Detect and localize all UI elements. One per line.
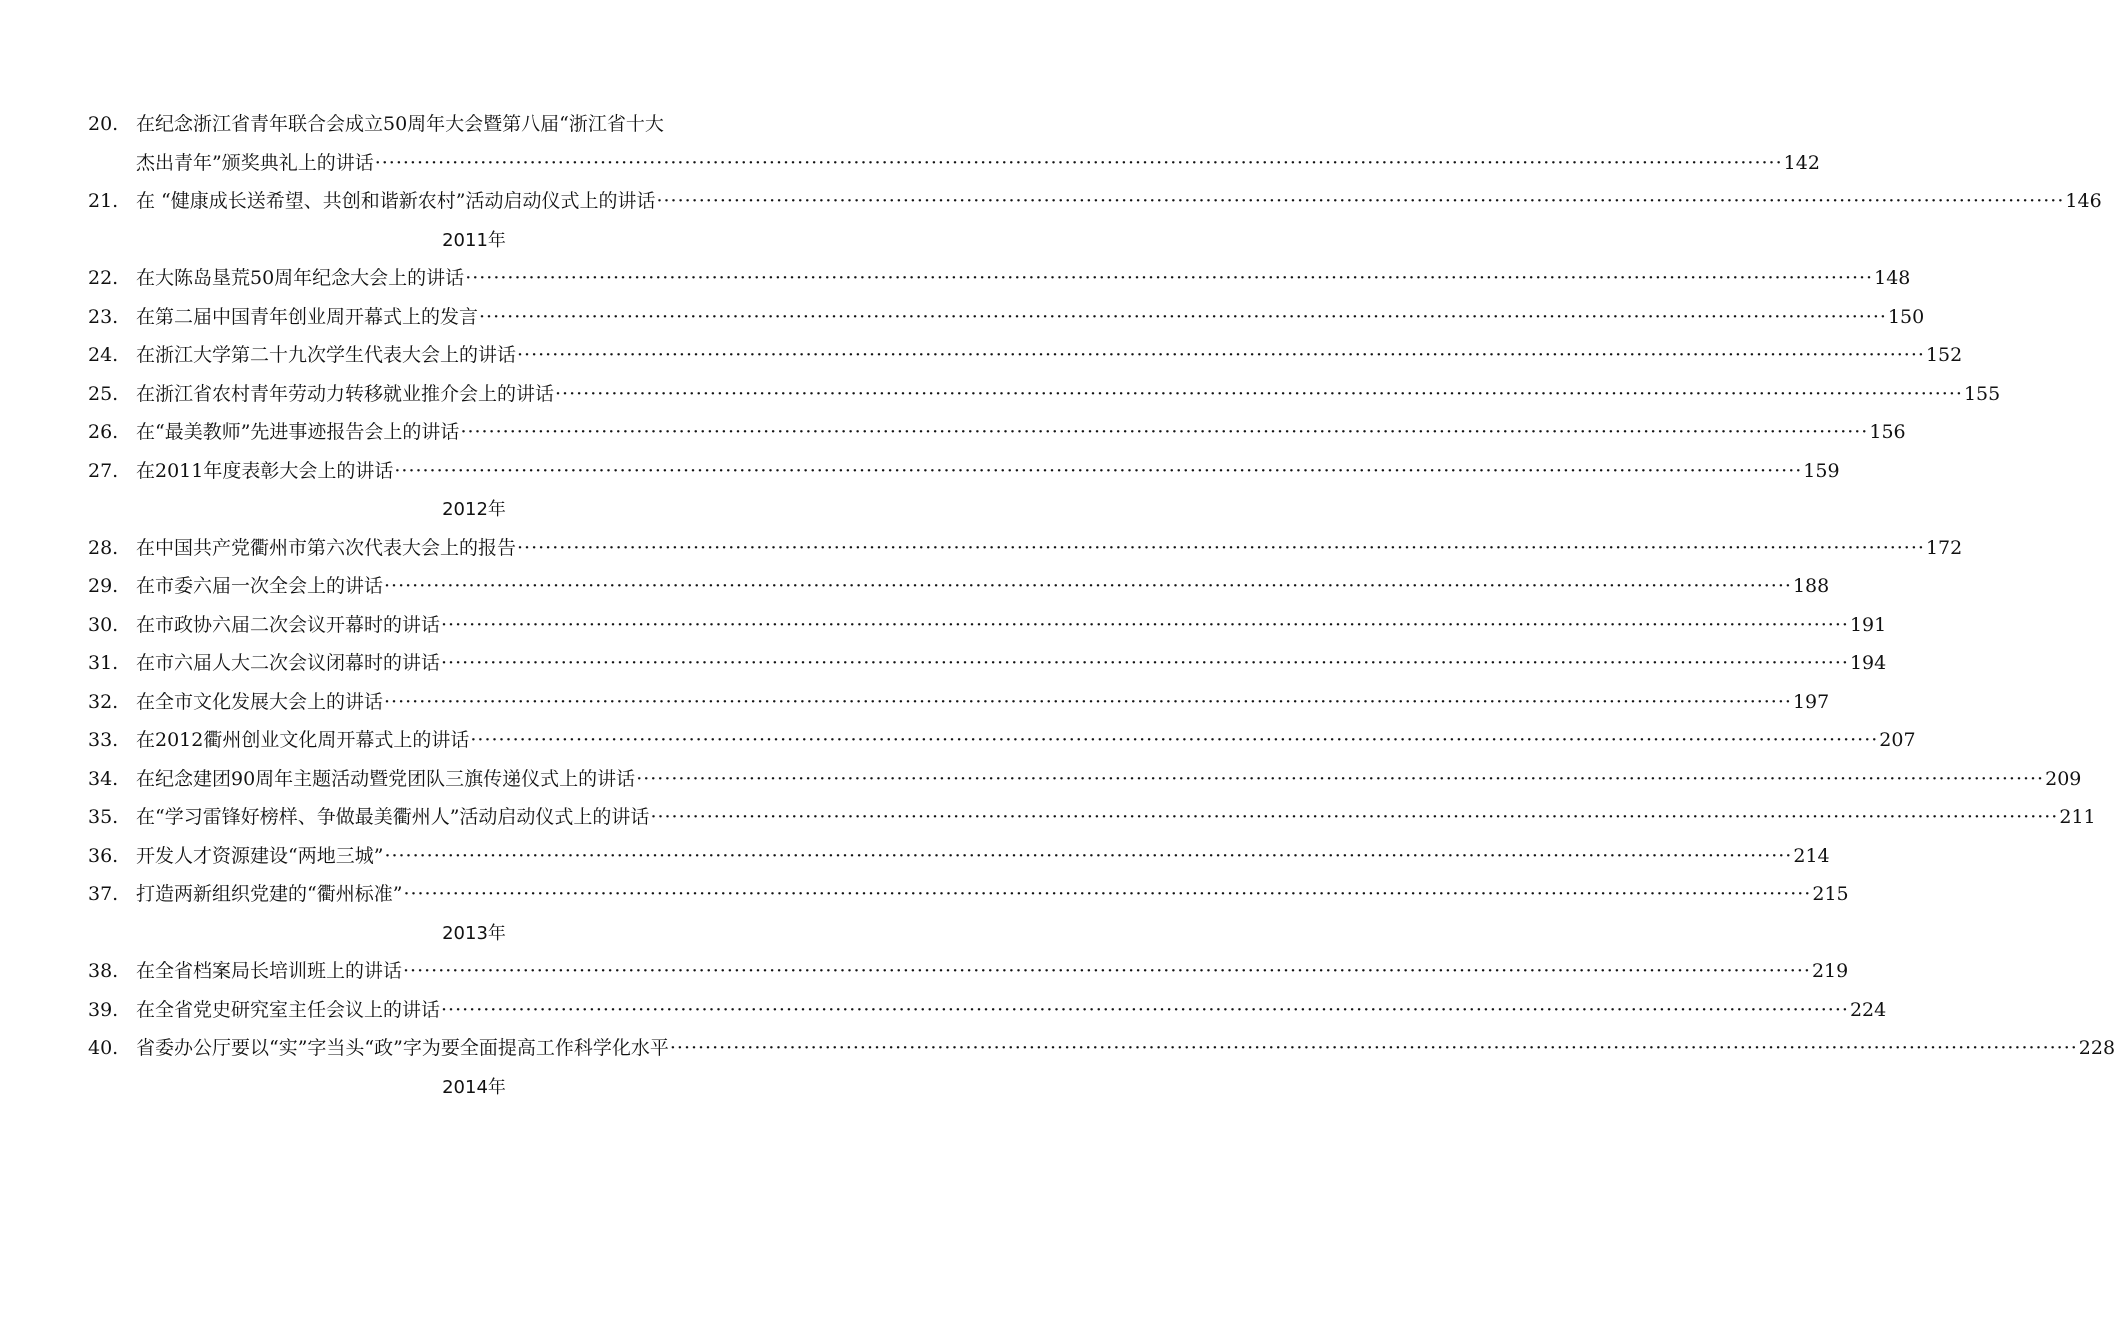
year-heading: 2012年 xyxy=(442,499,506,520)
page-number: 156 xyxy=(1869,421,1906,443)
entry-number: 22. xyxy=(88,267,119,289)
entry-number: 32. xyxy=(88,690,119,713)
toc-entry[interactable] xyxy=(88,521,1963,560)
entry-number: 37. xyxy=(88,883,119,905)
toc-entry[interactable] xyxy=(88,945,1849,984)
dot-leader: ········································································································································································································ xyxy=(669,1037,2078,1059)
entry-title: 省委办公厅要以“实”字当头“政”字为要全面提高工作科学化水平 xyxy=(136,1037,669,1059)
dot-leader: ········································································································································································································ xyxy=(656,190,2065,212)
entry-number: 20. xyxy=(88,113,119,135)
page-number: 155 xyxy=(1963,382,2001,405)
page-number: 191 xyxy=(1849,613,1887,636)
page-number: 188 xyxy=(1792,575,1830,597)
dot-leader: ········································································································································································································ xyxy=(460,421,1869,443)
entry-title: 在全市文化发展大会上的讲话 xyxy=(136,690,384,713)
table-of-contents xyxy=(88,104,2115,1099)
dot-leader: ········································································································································································································ xyxy=(465,267,1874,289)
entry-number: 30. xyxy=(88,613,119,636)
entry-number: 33. xyxy=(88,729,119,751)
entry-title: 在市政协六届二次会议开幕时的讲话 xyxy=(136,613,441,636)
entry-number: 25. xyxy=(88,382,119,405)
page-number: 150 xyxy=(1887,305,1925,328)
page-number: 142 xyxy=(1783,151,1820,174)
toc-entry[interactable] xyxy=(88,175,2102,214)
page-number: 152 xyxy=(1925,344,1963,366)
entry-title: 在浙江大学第二十九次学生代表大会上的讲话 xyxy=(136,344,517,366)
entry-title: 打造两新组织党建的“衢州标准” xyxy=(136,883,403,905)
page-number: 207 xyxy=(1879,729,1916,751)
entry-number: 23. xyxy=(88,305,119,328)
dot-leader: ········································································································································································································ xyxy=(374,151,1783,174)
toc-entry[interactable] xyxy=(88,791,2096,830)
dot-leader: ········································································································································································································ xyxy=(555,382,1963,405)
entry-title: 在“学习雷锋好榜样、争做最美衢州人”活动启动仪式上的讲话 xyxy=(136,806,650,828)
dot-leader: ········································································································································································································ xyxy=(517,536,1925,559)
entry-number: 31. xyxy=(88,652,119,674)
year-heading: 2011年 xyxy=(442,229,506,251)
entry-number: 34. xyxy=(88,767,119,790)
dot-leader: ········································································································································································································ xyxy=(650,806,2059,828)
entry-title: 在2012衢州创业文化周开幕式上的讲话 xyxy=(136,729,470,751)
dot-leader: ········································································································································································································ xyxy=(441,652,1849,674)
toc-entry[interactable] xyxy=(88,1022,2115,1061)
dot-leader: ········································································································································································································ xyxy=(636,767,2045,790)
dot-leader: ········································································································································································································ xyxy=(517,344,1925,366)
page-number: 219 xyxy=(1811,960,1849,982)
entry-number: 36. xyxy=(88,844,119,867)
entry-number: 35. xyxy=(88,806,119,828)
page-number: 148 xyxy=(1874,267,1911,289)
entry-number: 27. xyxy=(88,459,119,482)
entry-number: 38. xyxy=(88,960,119,982)
entry-title: 开发人才资源建设“两地三城” xyxy=(136,844,384,867)
year-heading: 2013年 xyxy=(442,922,506,944)
entry-number: 28. xyxy=(88,536,119,559)
entry-title: 在中国共产党衢州市第六次代表大会上的报告 xyxy=(136,536,517,559)
entry-number: 24. xyxy=(88,344,119,366)
dot-leader: ········································································································································································································ xyxy=(384,575,1792,597)
entry-title: 在大陈岛垦荒50周年纪念大会上的讲话 xyxy=(136,267,465,289)
entry-title: 在第二届中国青年创业周开幕式上的发言 xyxy=(136,305,479,328)
entry-title: 在全省党史研究室主任会议上的讲话 xyxy=(136,998,441,1021)
page-number: 214 xyxy=(1793,844,1830,867)
entry-title: 在2011年度表彰大会上的讲话 xyxy=(136,459,394,482)
entry-title: 在浙江省农村青年劳动力转移就业推介会上的讲话 xyxy=(136,382,555,405)
entry-title: 在 “健康成长送希望、共创和谐新农村”活动启动仪式上的讲话 xyxy=(136,190,656,212)
entry-title: 在市六届人大二次会议闭幕时的讲话 xyxy=(136,652,441,674)
dot-leader: ········································································································································································································ xyxy=(403,883,1812,905)
page-number: 215 xyxy=(1812,883,1849,905)
dot-leader: ········································································································································································································ xyxy=(384,844,1793,867)
entry-title: 杰出青年”颁奖典礼上的讲话 xyxy=(136,151,374,174)
dot-leader: ········································································································································································································ xyxy=(441,613,1849,636)
dot-leader: ········································································································································································································ xyxy=(403,960,1811,982)
toc-entry[interactable] xyxy=(88,752,2082,791)
entry-number: 26. xyxy=(88,421,119,443)
page-number: 159 xyxy=(1803,459,1840,482)
page-number: 197 xyxy=(1792,690,1830,713)
toc-entry[interactable] xyxy=(88,637,1887,676)
toc-entry[interactable] xyxy=(88,675,1830,714)
page-number: 209 xyxy=(2045,767,2082,790)
toc-entry[interactable] xyxy=(88,868,1849,907)
toc-entry[interactable] xyxy=(88,829,1830,868)
toc-entry[interactable] xyxy=(88,104,860,136)
toc-entry[interactable] xyxy=(88,983,1887,1022)
page-number: 172 xyxy=(1925,536,1963,559)
entry-title: 在市委六届一次全会上的讲话 xyxy=(136,575,384,597)
entry-title: 在纪念建团90周年主题活动暨党团队三旗传递仪式上的讲话 xyxy=(136,767,636,790)
page-number: 224 xyxy=(1849,998,1887,1021)
page-number: 228 xyxy=(2078,1037,2115,1059)
toc-entry[interactable] xyxy=(88,252,1911,291)
year-heading: 2014年 xyxy=(442,1076,506,1098)
dot-leader: ········································································································································································································ xyxy=(394,459,1803,482)
dot-leader: ········································································································································································································ xyxy=(441,998,1849,1021)
entry-number: 29. xyxy=(88,575,119,597)
dot-leader: ········································································································································································································ xyxy=(470,729,1879,751)
entry-title: 在全省档案局长培训班上的讲话 xyxy=(136,960,403,982)
page-number: 194 xyxy=(1849,652,1887,674)
entry-number: 39. xyxy=(88,998,119,1021)
entry-title: 在“最美教师”先进事迹报告会上的讲话 xyxy=(136,421,460,443)
toc-entry[interactable] xyxy=(88,406,1906,445)
toc-entry[interactable] xyxy=(88,290,1925,329)
page-number: 146 xyxy=(2065,190,2102,212)
entry-number: 40. xyxy=(88,1037,119,1059)
page-number: 211 xyxy=(2059,806,2096,828)
toc-entry[interactable] xyxy=(88,560,1830,599)
toc-entry[interactable] xyxy=(88,367,2001,406)
dot-leader: ········································································································································································································ xyxy=(479,305,1887,328)
toc-entry[interactable] xyxy=(88,598,1887,637)
toc-entry[interactable] xyxy=(88,329,1963,368)
toc-entry[interactable] xyxy=(88,444,1840,483)
entry-title: 在纪念浙江省青年联合会成立50周年大会暨第八届“浙江省十大 xyxy=(136,113,664,135)
toc-entry[interactable] xyxy=(88,714,1916,753)
dot-leader: ········································································································································································································ xyxy=(384,690,1792,713)
toc-entry-continuation[interactable] xyxy=(88,136,1820,175)
entry-number: 21. xyxy=(88,190,119,212)
